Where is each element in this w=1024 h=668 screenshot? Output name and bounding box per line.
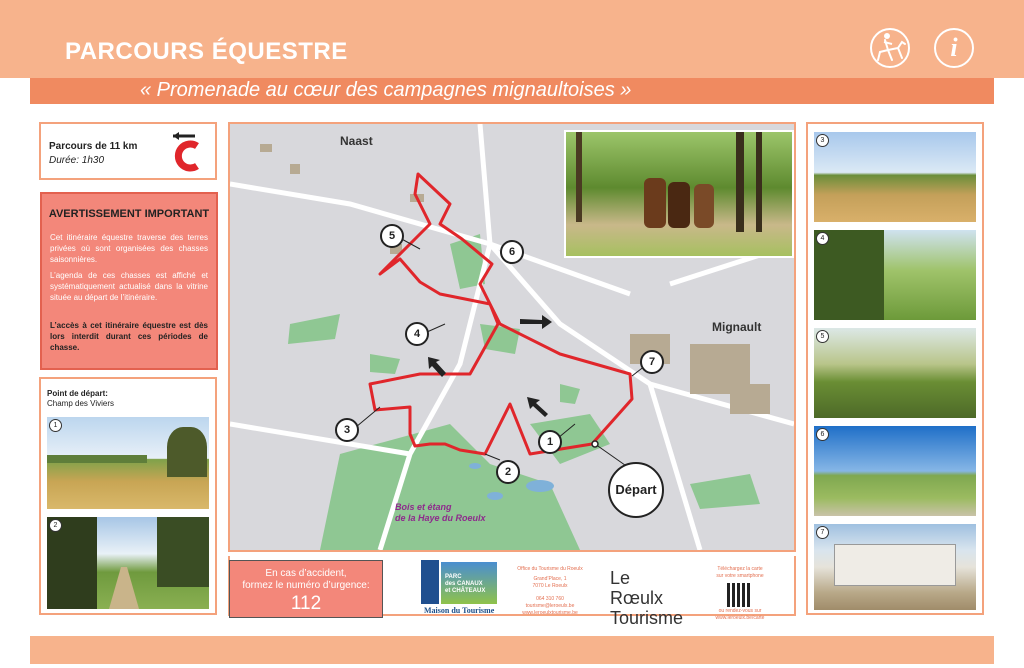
photo-number: 6 [816, 428, 829, 441]
waypoint-3[interactable]: 3 [335, 418, 359, 442]
parc-line-3: et CHÂTEAUX [445, 588, 486, 594]
start-value: Champ des Viviers [47, 399, 114, 408]
direction-arrow-icon [169, 132, 203, 172]
photo-7 [814, 524, 976, 610]
place-label-naast: Naast [340, 134, 373, 148]
office-contact[interactable]: 064 310 760 tourisme@leroeulx.be www.leroeulxtourisme.be [522, 596, 578, 616]
photo-number: 3 [816, 134, 829, 147]
photo-5 [814, 328, 976, 418]
photo-6 [814, 426, 976, 516]
route-distance: Parcours de 11 km [49, 141, 138, 152]
emergency-number[interactable]: 112 [290, 593, 322, 614]
page-subtitle: « Promenade au cœur des campagnes mignaultoises » [140, 79, 632, 101]
info-icon[interactable]: i [934, 28, 974, 68]
place-label-mignault: Mignault [712, 320, 762, 334]
bottom-band [30, 636, 994, 664]
warning-title: AVERTISSEMENT IMPORTANT [48, 208, 210, 220]
page-title: PARCOURS ÉQUESTRE [65, 38, 348, 65]
photo-gallery [806, 122, 984, 615]
photo-2 [47, 517, 209, 609]
start-label: Point de départ: [47, 389, 108, 398]
waypoint-6[interactable]: 6 [500, 240, 524, 264]
waypoint-7[interactable]: 7 [640, 350, 664, 374]
roeulx-tourisme-logo[interactable]: Le Rœulx Tourisme [610, 568, 684, 628]
waypoint-4[interactable]: 4 [405, 322, 429, 346]
parc-line-1: PARC [445, 574, 462, 580]
qr-code[interactable] [727, 583, 751, 607]
photo-1 [47, 417, 209, 509]
photo-number: 4 [816, 232, 829, 245]
download-text: Téléchargez la carte sur votre smartphone [716, 566, 764, 579]
route-info-box [39, 122, 217, 180]
office-title: Office du Tourisme du Roeulx [517, 566, 583, 572]
photo-number: 1 [49, 419, 62, 432]
inset-riders-photo [564, 130, 794, 258]
photo-4 [814, 230, 976, 320]
warning-box [40, 192, 218, 370]
parc-subtitle: Maison du Tourisme [424, 606, 495, 615]
waypoint-5[interactable]: 5 [380, 224, 404, 248]
photo-number: 2 [49, 519, 62, 532]
warning-paragraph-2: L’agenda de ces chasses est affiché et systématiquement actualisé dans la vitrine située au départ de l’itinéraire. [50, 271, 208, 302]
photo-3 [814, 132, 976, 222]
route-map[interactable] [228, 122, 796, 552]
photo-number: 7 [816, 526, 829, 539]
place-label-woods: Bois et étang de la Haye du Roeulx [395, 502, 486, 523]
route-duration: Durée: 1h30 [49, 155, 105, 166]
warning-paragraph-1: Cet itinéraire équestre traverse des terres privées où sont organisées des chasses saisonnières. [50, 233, 208, 264]
parc-line-2: des CANAUX [445, 581, 483, 587]
waypoint-1[interactable]: 1 [538, 430, 562, 454]
emergency-box [229, 560, 383, 618]
start-marker[interactable]: Départ [608, 462, 664, 518]
photo-number: 5 [816, 330, 829, 343]
horse-rider-icon [870, 28, 910, 68]
waypoint-2[interactable]: 2 [496, 460, 520, 484]
download-url[interactable]: ou rendez-vous sur www.leroeulx.be/carte [715, 608, 765, 621]
warning-paragraph-3: L’accès à cet itinéraire équestre est dès lors interdit durant ces périodes de chasse. [50, 321, 208, 352]
office-address: Grand’Place, 1 7070 Le Roeulx [532, 576, 568, 589]
emergency-text: En cas d’accident, formez le numéro d’urgence: [242, 568, 370, 591]
start-point-box [39, 377, 217, 615]
